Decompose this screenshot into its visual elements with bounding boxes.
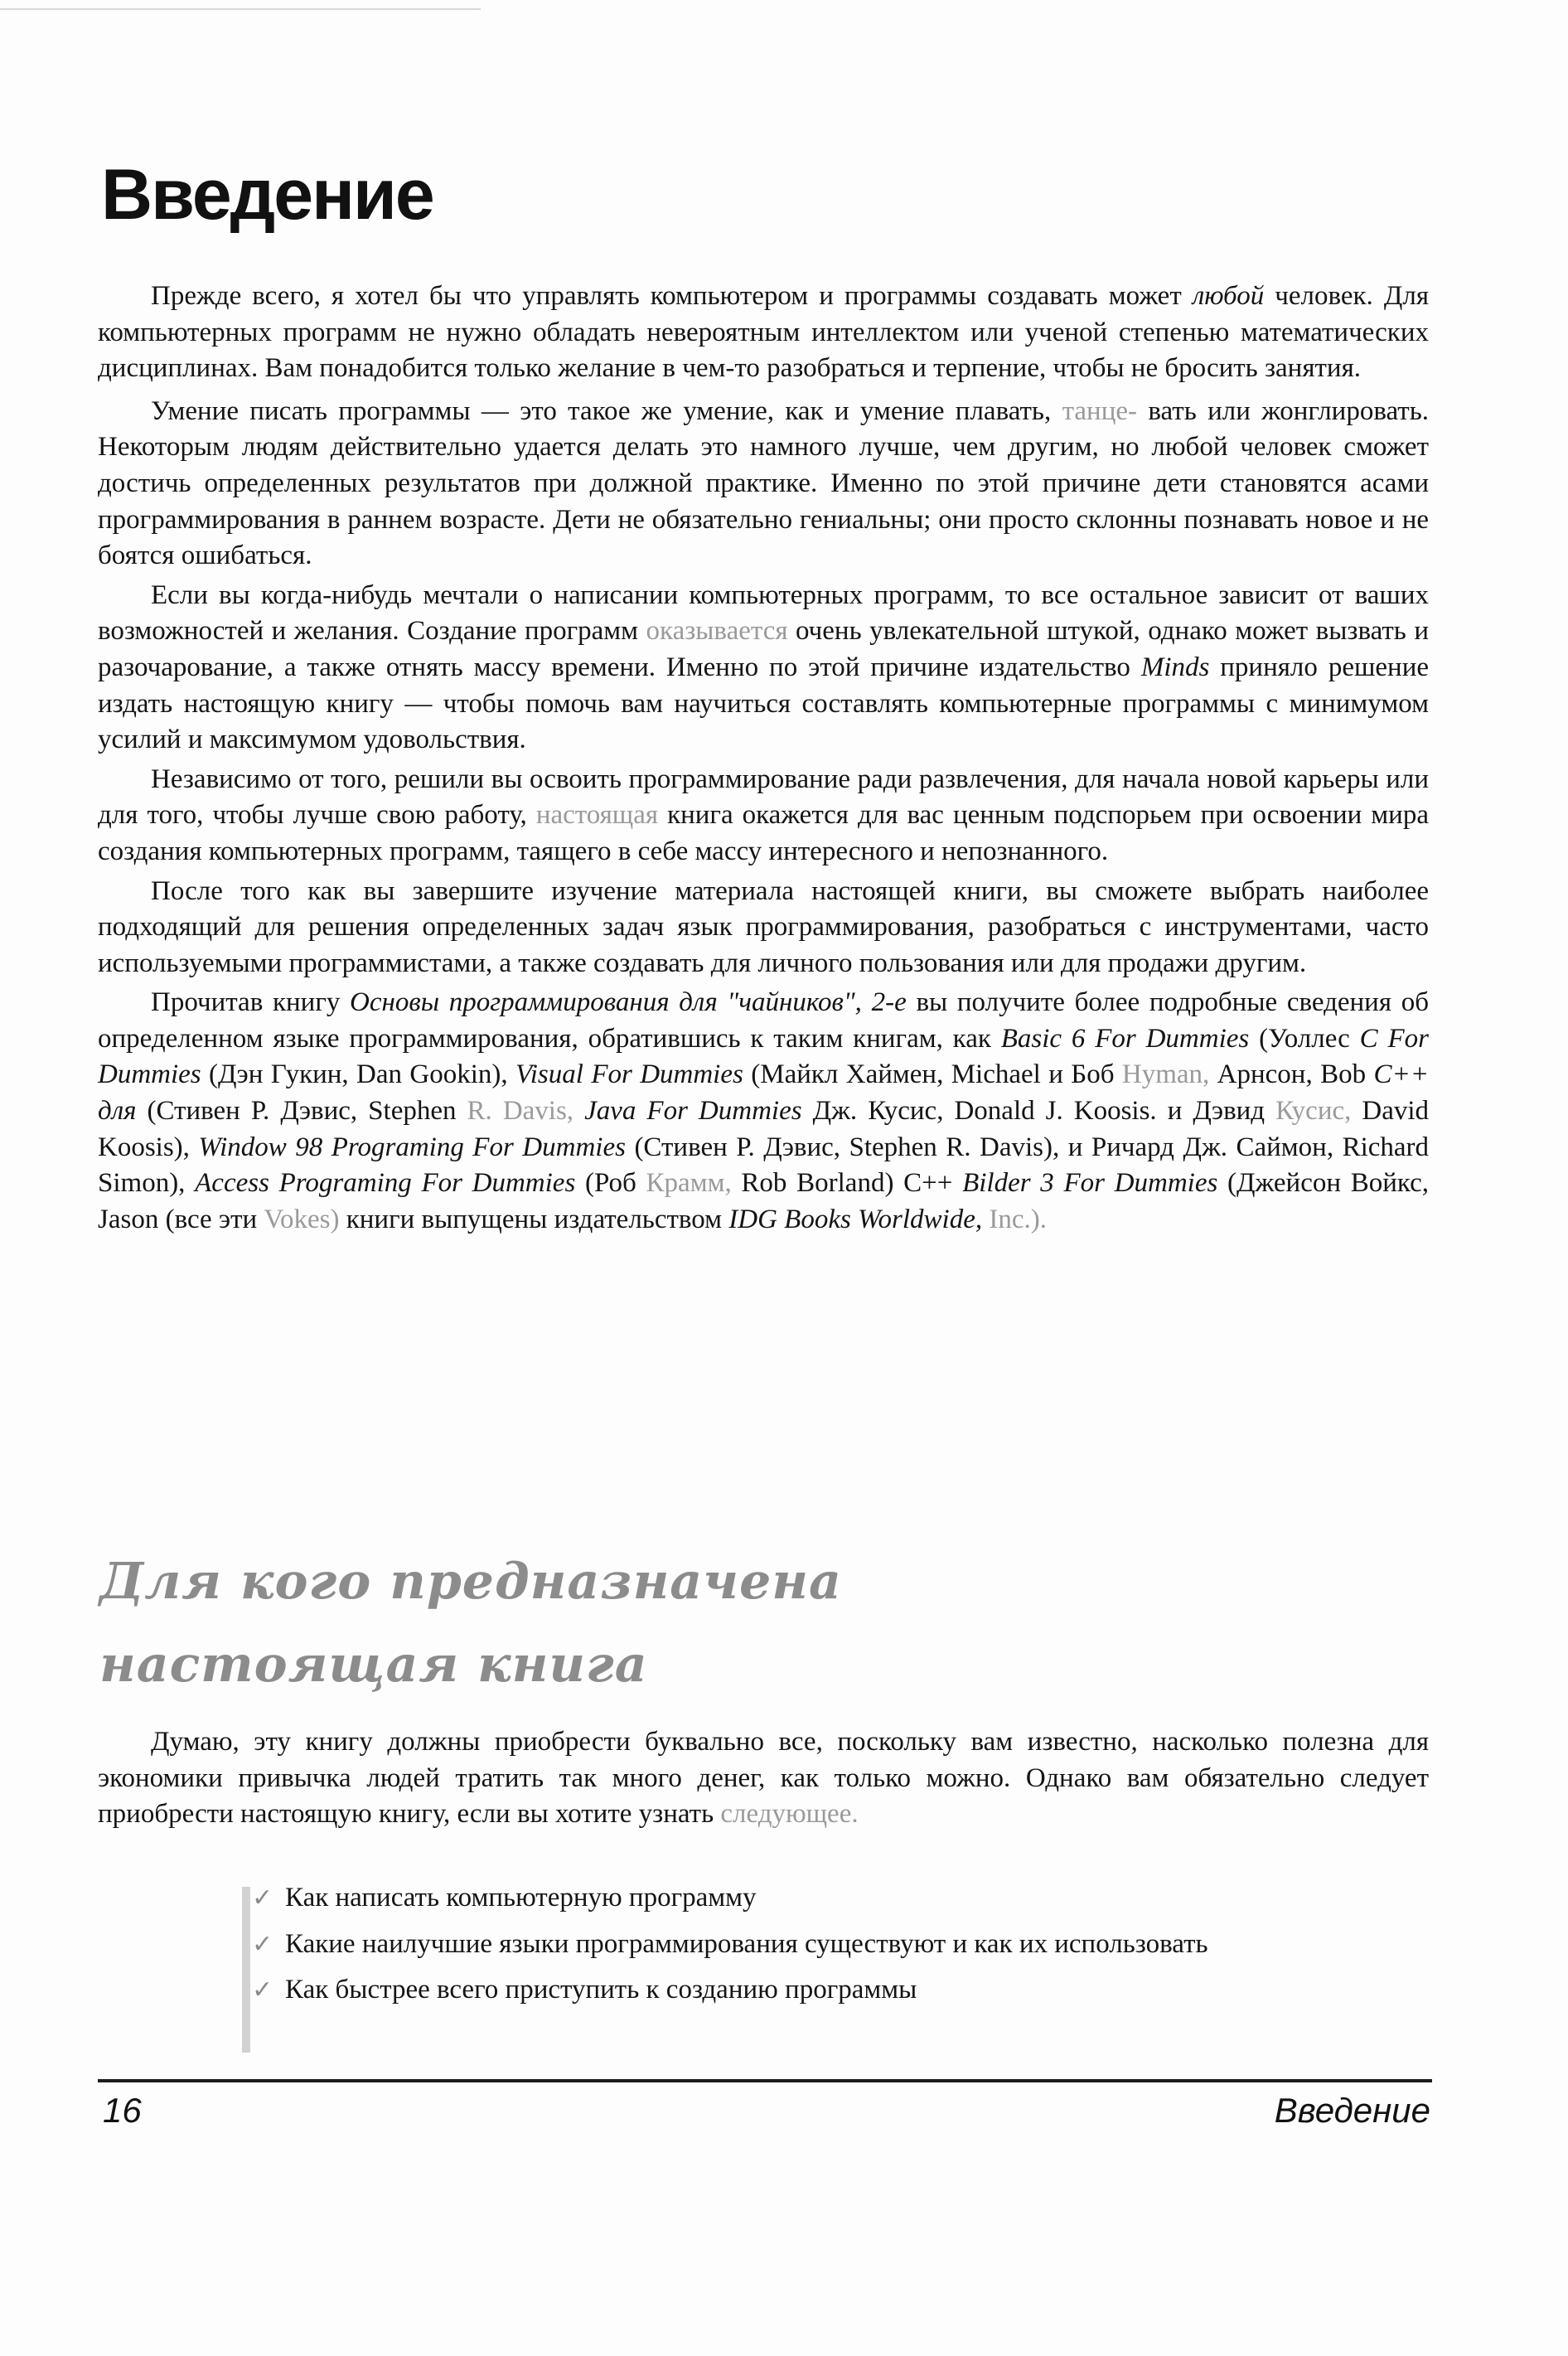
paragraph-book-list: Прочитав книгу Основы программирования для "чайников", 2-е вы получите более подробные сведения об определенном языке программирования, обратившись к таким книгам, как Basic 6 For Dummies (Уоллес C For Dummies (Дэн Гукин, Dan Gookin), Visual For Dummies (Майкл Хаймен, Michael и Боб Hyman, Арнсон, Bob С++ для (Стивен Р. Дэвис, Stephen R. Davis, Java For Dummies Дж. Кусис, Donald J. Koosis. и Дэвид Кусис, David Koosis), Window 98 Programing For Dummies (Стивен Р. Дэвис, Stephen R. Davis), и Ричард Дж. Саймон, Richard Simon), Access Programing For Dummies (Роб Крамм, Rob Borland) C++ Bilder 3 For Dummies (Джейсон Войкс, Jason (все эти Vokes) книги выпущены издательством IDG Books Worldwide, Inc.). [98,987,1430,1234]
paragraph-audience: Думаю, эту книгу должны приобрести буквально все, поскольку вам известно, насколько полезна для экономики привычка людей тратить так много денег, как только можно. Однако вам обязательно следует приобрести настоящую книгу, если вы хотите узнать следующее. [98,1727,1429,1830]
list-item: ✓ Какие наилучшие языки программирования существуют и как их использовать [249,1927,1429,1963]
paragraph-skill: Умение писать программы — это такое же умение, как и умение плавать, танце- вать или жонглировать. Некоторым людям действительно удается делать это намного лучше, чем другим, но любой человек сможет достичь определенных результатов при должной практике. Именно по этой причине дети становятся асами программирования в раннем возрасте. Дети не обязательно гениальны; они просто склонны познавать новое и не боятся ошибаться. [98,395,1430,571]
checkmark-icon: ✓ [252,1929,273,1959]
top-rule [0,8,481,10]
checkmark-icon: ✓ [252,1975,273,2005]
footer-rule [98,2079,1432,2082]
checkmark-icon: ✓ [252,1883,273,1912]
list-item: ✓ Как быстрее всего приступить к созданию программы [249,1972,1429,2009]
section-body [98,1724,1429,1833]
section-heading-line-2: настоящая книга [99,1636,648,1694]
paragraph-after: После того как вы завершите изучение материала настоящей книги, вы сможете выбрать наиболее подходящий для решения определенных задач язык программирования, разобраться с инструментами, часто используемыми программистами, а также создавать для личного пользования или для продажи другим. [98,875,1429,978]
paragraph-regardless: Независимо от того, решили вы освоить программирование ради развлечения, для начала новой карьеры или для того, чтобы лучше свою работу, настоящая книга окажется для вас ценным подспорьем при освоении мира создания компьютерных программ, таящего в себе массу интересного и непознанного. [98,764,1429,866]
paragraph-intro: Прежде всего, я хотел бы что управлять компьютером и программы создавать может любой человек. Для компьютерных программ не нужно обладать невероятным интеллектом или ученой степенью математических дисциплинах. Вам понадобится только желание в чем-то разобраться и терпение, чтобы не бросить занятия. [98,281,1430,384]
list-item: ✓ Как написать компьютерную программу [249,1880,1429,1917]
running-title: Введение [1274,2091,1430,2130]
intro-body [98,279,1429,1238]
page-number: 16 [103,2091,142,2130]
paragraph-dream: Если вы когда-нибудь мечтали о написании компьютерных программ, то все остальное зависит от ваших возможностей и желания. Создание программ оказывается очень увлекательной штукой, однако может вызвать и разочарование, а также отнять массу времени. Именно по этой причине издательство Minds приняло решение издать настоящую книгу — чтобы помочь вам научиться составлять компьютерные программы с минимумом усилий и максимумом удовольствия. [98,579,1429,755]
section-heading [99,1540,842,1706]
section-heading-line-1: Для кого предназначена [99,1553,842,1611]
checklist [249,1880,1429,2019]
chapter-title: Введение [101,155,433,235]
